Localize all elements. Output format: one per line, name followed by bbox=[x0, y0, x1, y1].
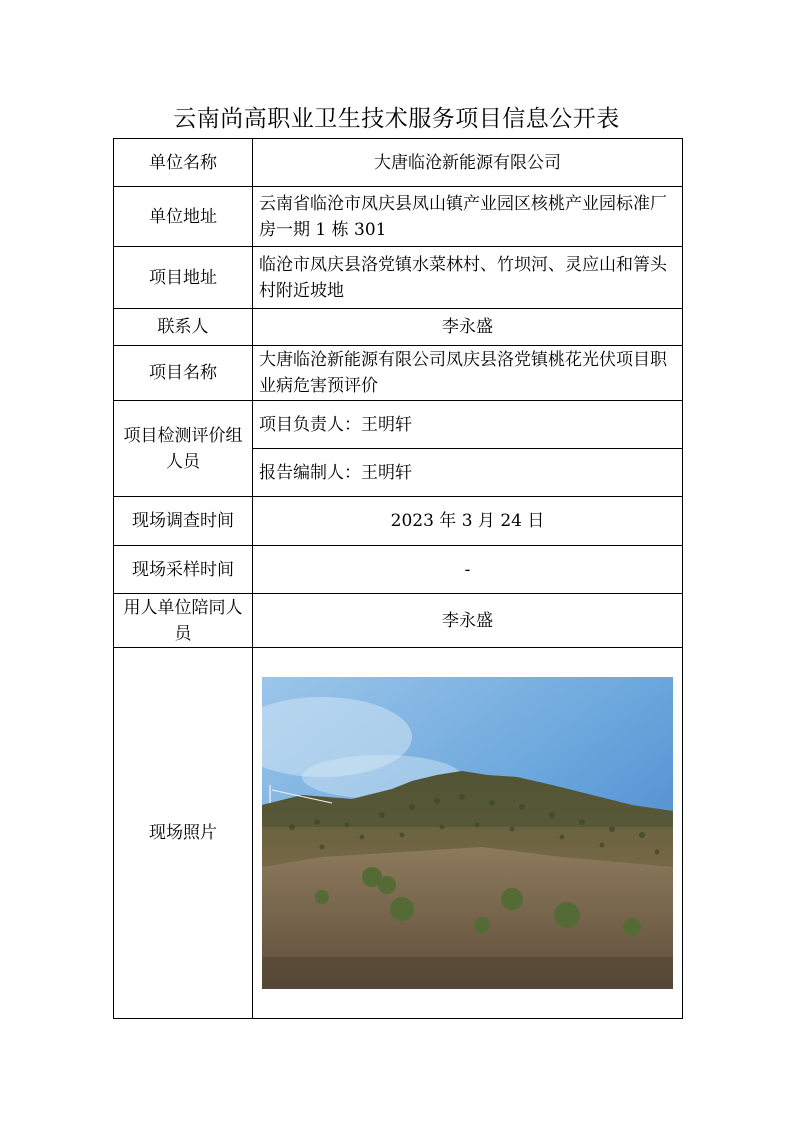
project-address-label: 项目地址 bbox=[114, 247, 253, 309]
team-label: 项目检测评价组人员 bbox=[114, 401, 253, 497]
photo-label: 现场照片 bbox=[114, 648, 253, 1019]
project-name-value: 大唐临沧新能源有限公司凤庆县洛党镇桃花光伏项目职业病危害预评价 bbox=[253, 346, 683, 401]
page-title: 云南尚高职业卫生技术服务项目信息公开表 bbox=[173, 106, 620, 132]
table-row bbox=[114, 187, 683, 247]
table-row bbox=[114, 139, 683, 187]
unit-name-label: 单位名称 bbox=[114, 139, 253, 187]
contact-value: 李永盛 bbox=[253, 309, 683, 346]
team-leader: 项目负责人：王明轩 bbox=[253, 401, 683, 449]
table-row bbox=[114, 247, 683, 309]
table-row bbox=[114, 309, 683, 346]
accompany-label: 用人单位陪同人员 bbox=[114, 594, 253, 648]
table-row bbox=[114, 648, 683, 1019]
table-row bbox=[114, 594, 683, 648]
accompany-value: 李永盛 bbox=[253, 594, 683, 648]
table-row bbox=[114, 401, 683, 449]
info-table bbox=[113, 138, 683, 1019]
table-row bbox=[114, 497, 683, 546]
sampling-time-label: 现场采样时间 bbox=[114, 546, 253, 594]
photo-cell bbox=[253, 648, 683, 1019]
project-address-value: 临沧市凤庆县洛党镇水菜林村、竹坝河、灵应山和箐头村附近坡地 bbox=[253, 247, 683, 309]
unit-address-value: 云南省临沧市凤庆县凤山镇产业园区核桃产业园标准厂房一期 1 栋 301 bbox=[253, 187, 683, 247]
survey-time-label: 现场调查时间 bbox=[114, 497, 253, 546]
table-row bbox=[114, 546, 683, 594]
project-name-label: 项目名称 bbox=[114, 346, 253, 401]
unit-address-label: 单位地址 bbox=[114, 187, 253, 247]
table-row bbox=[114, 346, 683, 401]
sampling-time-value: - bbox=[253, 546, 683, 594]
team-author: 报告编制人：王明轩 bbox=[253, 449, 683, 497]
site-photo bbox=[262, 677, 673, 989]
survey-time-value: 2023 年 3 月 24 日 bbox=[253, 497, 683, 546]
unit-name-value: 大唐临沧新能源有限公司 bbox=[253, 139, 683, 187]
contact-label: 联系人 bbox=[114, 309, 253, 346]
